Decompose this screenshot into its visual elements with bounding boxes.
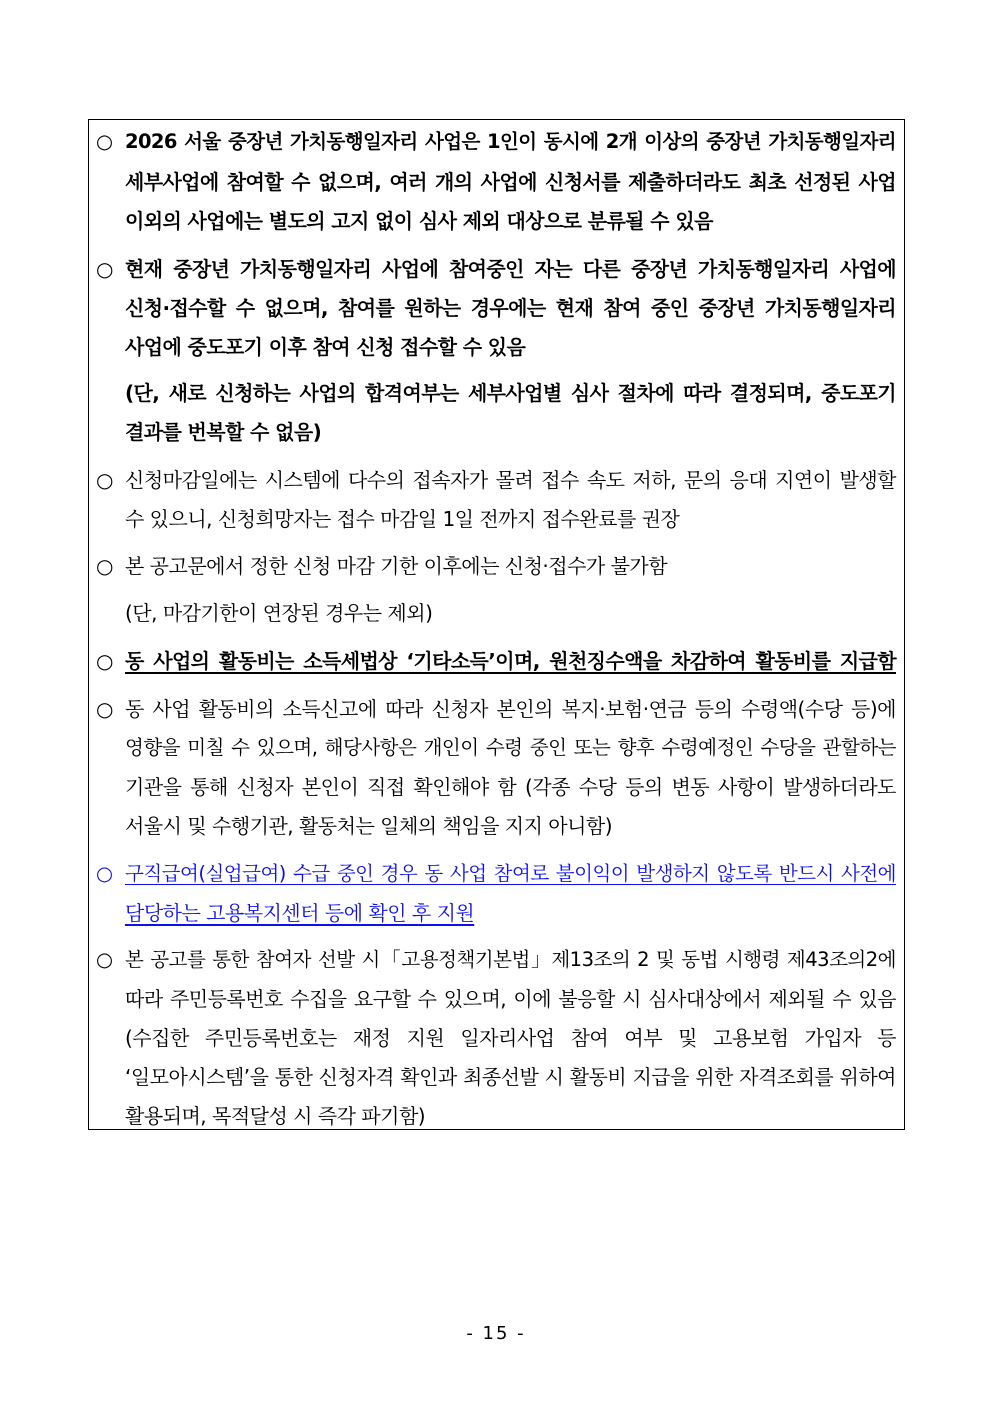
notice-4-note-line-1: (단, 마감기한이 연장된 경우는 제외) (125, 601, 433, 625)
bullet-circle-icon: ○ (96, 948, 114, 971)
notice-2-line-2: 신청·접수할 수 없으며, 참여를 원하는 경우에는 현재 참여 중인 중장년 가치동행일자리 (125, 296, 896, 320)
notice-2-note-line-1: (단, 새로 신청하는 사업의 합격여부는 세부사업별 심사 절차에 따라 결정되며, 중도포기 (125, 381, 896, 405)
notice-5-line-1: ○ 동 사업의 활동비는 소득세법상 ‘기타소득’이며, 원천징수액을 차감하여 활동비를 지급함 (96, 642, 896, 680)
notice-3-line-2: 수 있으니, 신청희망자는 접수 마감일 1일 전까지 접수완료를 권장 (125, 507, 680, 531)
bullet-circle-icon: ○ (96, 130, 114, 153)
notice-2-line-3: 사업에 중도포기 이후 참여 신청 접수할 수 있음 (125, 335, 526, 359)
bullet-circle-icon: ○ (96, 554, 114, 578)
notice-6-line-4: 서울시 및 수행기관, 활동처는 일체의 책임을 지지 아니함) (125, 814, 613, 838)
notice-4-line-1: ○ 본 공고문에서 정한 신청 마감 기한 이후에는 신청·접수가 불가함 (96, 547, 667, 585)
page-number: - 15 - (466, 1323, 526, 1344)
notice-6-line-3: 기관을 통해 신청자 본인이 직접 확인해야 함 (각종 수당 등의 변동 사항이 발생하더라도 (125, 775, 896, 799)
notice-8-line-5: 활용되며, 목적달성 시 즉각 파기함) (125, 1104, 426, 1128)
notice-3-line-1: ○ 신청마감일에는 시스템에 다수의 접속자가 몰려 접수 속도 저하, 문의 응대 지연이 발생할 (96, 461, 896, 499)
bullet-circle-icon: ○ (96, 862, 114, 885)
notice-6-line-2: 영향을 미칠 수 있으며, 해당사항은 개인이 수령 중인 또는 향후 수령예정인 수당을 관할하는 (125, 736, 896, 759)
notice-8-line-2: 따라 주민등록번호 수집을 요구할 수 있으며, 이에 불응할 시 심사대상에서 제외될 수 있음 (125, 987, 896, 1011)
bullet-circle-icon: ○ (96, 649, 114, 673)
bullet-circle-icon: ○ (96, 697, 114, 721)
notice-7-line-1: ○ 구직급여(실업급여) 수급 중인 경우 동 사업 참여로 불이익이 발생하지 않도록 반드시 사전에 (96, 855, 896, 893)
notice-8-line-4: ‘일모아시스템’을 통한 신청자격 확인과 최종선발 시 활동비 지급을 위한 자격조회를 위하여 (125, 1065, 896, 1089)
notice-2-line-1: ○ 현재 중장년 가치동행일자리 사업에 참여중인 자는 다른 중장년 가치동행일자리 사업에 (96, 250, 896, 288)
notice-1-line-2: 세부사업에 참여할 수 없으며, 여러 개의 사업에 신청서를 제출하더라도 최초 선정된 사업 (125, 170, 896, 194)
notice-1-line-3: 이외의 사업에는 별도의 고지 없이 심사 제외 대상으로 분류될 수 있음 (125, 209, 713, 233)
notice-8-line-1: ○ 본 공고를 통한 참여자 선발 시「고용정책기본법」제13조의 2 및 동법 시행령 제43조의2에 (96, 941, 896, 979)
notice-6-line-1: ○ 동 사업 활동비의 소득신고에 따라 신청자 본인의 복지·보험·연금 등의 수령액(수당 등)에 (96, 690, 896, 728)
notice-2-note-line-2: 결과를 번복할 수 없음) (125, 420, 322, 444)
notice-8-line-3: (수집한 주민등록번호는 재정 지원 일자리사업 참여 여부 및 고용보험 가입자 등 (125, 1026, 896, 1050)
notice-7-line-2: 담당하는 고용복지센터 등에 확인 후 지원 (125, 901, 475, 925)
bullet-circle-icon: ○ (96, 257, 114, 281)
notice-1-line-1: ○ 2026 서울 중장년 가치동행일자리 사업은 1인이 동시에 2개 이상의 중장년 가치동행일자리 (96, 123, 896, 161)
bullet-circle-icon: ○ (96, 468, 114, 492)
